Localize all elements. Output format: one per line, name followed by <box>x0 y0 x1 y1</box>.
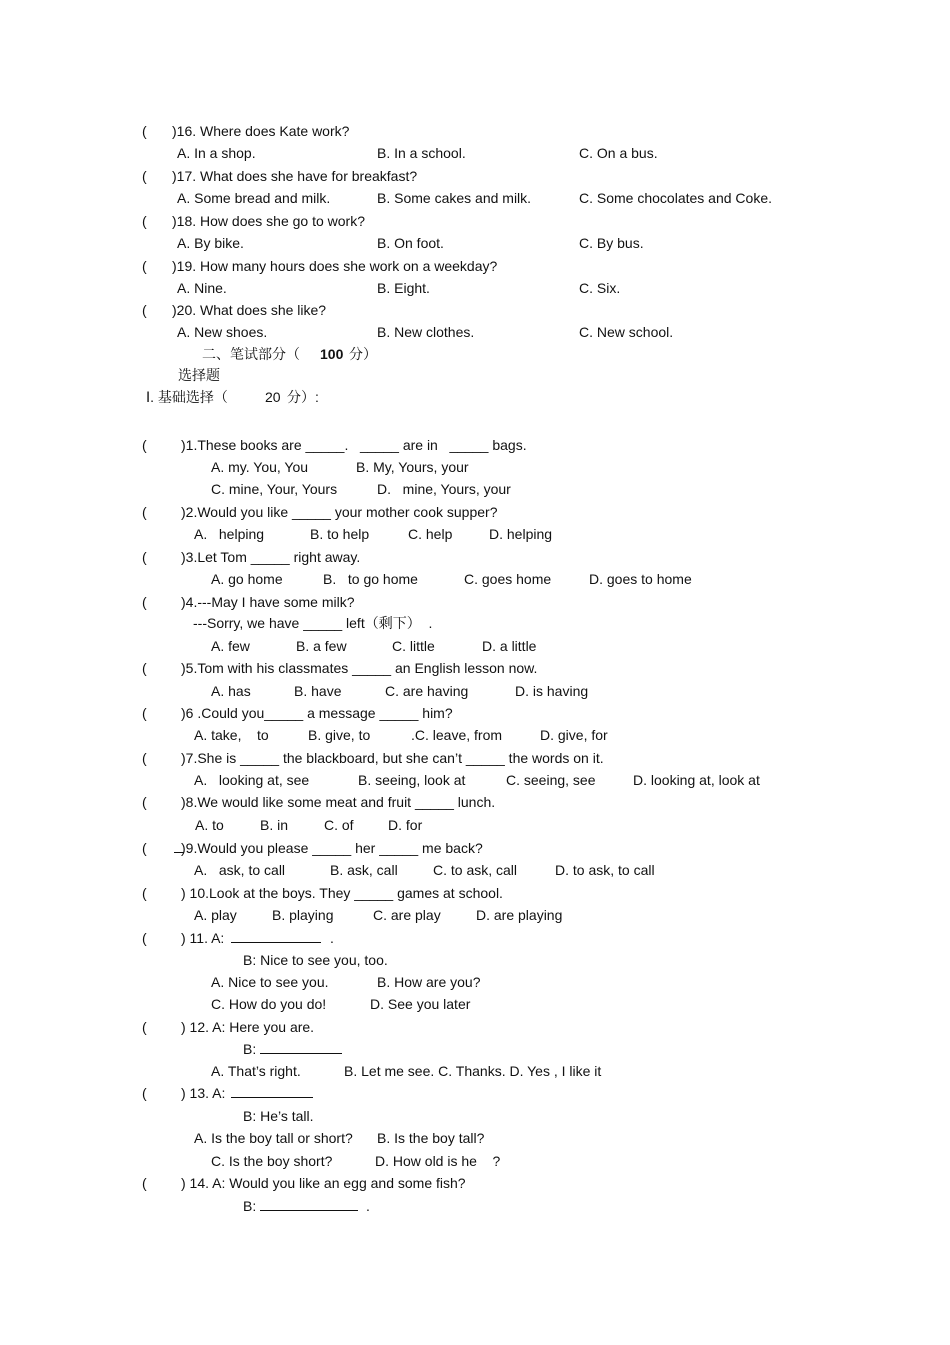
option-b: B. Some cakes and milk. <box>377 190 532 206</box>
option-a: A. That’s right. <box>211 1063 301 1079</box>
question-stem: )17. What does she have for breakfast? <box>172 168 418 184</box>
answer-paren: ( <box>142 1085 147 1101</box>
question-stem: )19. How many hours does she work on a weekday? <box>172 258 498 274</box>
question-stem: ) 13. A: <box>181 1085 226 1101</box>
option-c: C. mine, Your, Yours <box>211 481 338 497</box>
option-c: C. By bus. <box>579 235 644 251</box>
option-d: D. How old is he ? <box>375 1153 501 1169</box>
dialogue-reply: B: <box>243 1041 257 1057</box>
dialogue-reply: B: <box>243 1198 257 1214</box>
option-a: A. few <box>211 638 250 654</box>
option-a: A. Nine. <box>177 280 227 296</box>
dialogue-reply: B: Nice to see you, too. <box>243 952 388 968</box>
option-b: B. a few <box>296 638 347 654</box>
question-stem: )3.Let Tom _____ right away. <box>181 549 361 565</box>
answer-paren: ( <box>142 885 147 901</box>
option-d: D. mine, Yours, your <box>377 481 511 497</box>
option-b: B. seeing, look at <box>358 772 466 788</box>
part-score: 20 <box>265 389 281 405</box>
option-c: C. Six. <box>579 280 621 296</box>
option-b: B. ask, call <box>330 862 398 878</box>
question-stem: )20. What does she like? <box>172 302 327 318</box>
question-stem: ) 12. A: Here you are. <box>181 1019 315 1035</box>
stem-end: . <box>366 1198 370 1214</box>
option-c: C. help <box>408 526 453 542</box>
option-a: A. play <box>194 907 237 923</box>
option-d: D. for <box>388 817 423 833</box>
answer-paren: ( <box>142 549 147 565</box>
option-b: B. Let me see. C. Thanks. D. Yes , I like it <box>344 1063 602 1079</box>
section-score: 100 <box>320 346 344 362</box>
part-heading-end: 分）: <box>287 389 319 405</box>
option-c: C. On a bus. <box>579 145 658 161</box>
option-d: D. looking at, look at <box>633 772 760 788</box>
question-stem: )1.These books are _____. _____ are in _____ bags. <box>181 437 527 453</box>
question-stem: )6 .Could you_____ a message _____ him? <box>181 705 453 721</box>
option-a: A. Is the boy tall or short? <box>194 1130 353 1146</box>
option-d: D. give, for <box>540 727 608 743</box>
option-d: D. See you later <box>370 996 471 1012</box>
question-stem: )7.She is _____ the blackboard, but she can’t _____ the words on it. <box>181 750 604 766</box>
dialogue-reply: B: He’s tall. <box>243 1108 314 1124</box>
option-b: B. In a school. <box>377 145 466 161</box>
option-a: A. New shoes. <box>177 324 268 340</box>
answer-paren: ( <box>142 794 147 810</box>
option-a: A. go home <box>211 571 283 587</box>
answer-blank <box>260 1053 342 1054</box>
option-c: C. of <box>324 817 354 833</box>
answer-paren: ( <box>142 1175 147 1191</box>
question-stem: )9.Would you please _____ her _____ me back? <box>181 840 483 856</box>
option-c: C. Is the boy short? <box>211 1153 333 1169</box>
question-stem: ) 11. A: <box>181 930 225 946</box>
option-c: C. goes home <box>464 571 552 587</box>
option-a: A. helping <box>194 526 265 542</box>
answer-blank <box>231 942 321 943</box>
answer-paren: ( <box>142 705 147 721</box>
option-b: B. On foot. <box>377 235 444 251</box>
question-stem-2: ---Sorry, we have _____ left（剩下） . <box>193 615 433 631</box>
option-c: C. are play <box>373 907 441 923</box>
option-a: A. has <box>211 683 251 699</box>
option-c: C. little <box>392 638 435 654</box>
answer-blank <box>231 1097 313 1098</box>
option-d: D. to ask, to call <box>555 862 655 878</box>
stem-end: . <box>330 930 334 946</box>
answer-paren: ( <box>142 660 147 676</box>
question-stem: )18. How does she go to work? <box>172 213 365 229</box>
option-b: B. give, to <box>308 727 371 743</box>
section-subtitle: 选择题 <box>178 367 220 383</box>
answer-blank <box>260 1210 358 1211</box>
option-b: B. Is the boy tall? <box>377 1130 485 1146</box>
option-a: A. By bike. <box>177 235 244 251</box>
option-c: C. New school. <box>579 324 674 340</box>
answer-paren: ( <box>142 437 147 453</box>
option-a: A. to <box>195 817 224 833</box>
option-c: C. How do you do! <box>211 996 327 1012</box>
part-heading: Ⅰ. 基础选择（ <box>146 389 228 405</box>
option-d: D. is having <box>515 683 589 699</box>
answer-paren: ( <box>142 594 147 610</box>
question-stem: )2.Would you like _____ your mother cook supper? <box>181 504 498 520</box>
option-b: B. to help <box>310 526 370 542</box>
option-c: C. Some chocolates and Coke. <box>579 190 772 206</box>
section-title: 二、笔试部分（ <box>202 346 300 362</box>
option-a: A. take, to <box>194 727 269 743</box>
option-a: A. Some bread and milk. <box>177 190 331 206</box>
option-d: D. a little <box>482 638 537 654</box>
answer-paren: ( <box>142 213 147 229</box>
option-a: A. ask, to call <box>194 862 286 878</box>
option-b: B. to go home <box>323 571 418 587</box>
option-c: C. to ask, call <box>433 862 518 878</box>
answer-paren: ( <box>142 302 147 318</box>
question-stem: )8.We would like some meat and fruit _____ lunch. <box>181 794 496 810</box>
option-a: A. Nice to see you. <box>211 974 329 990</box>
option-a: A. my. You, You <box>211 459 309 475</box>
option-c: .C. leave, from <box>411 727 503 743</box>
option-b: B. New clothes. <box>377 324 475 340</box>
answer-paren: ( <box>142 930 147 946</box>
option-d: D. goes to home <box>589 571 692 587</box>
answer-paren: ( <box>142 123 147 139</box>
option-a: A. looking at, see <box>194 772 310 788</box>
option-c: C. seeing, see <box>506 772 596 788</box>
option-d: D. helping <box>489 526 553 542</box>
question-stem: )4.---May I have some milk? <box>181 594 355 610</box>
question-stem: )5.Tom with his classmates _____ an English lesson now. <box>181 660 538 676</box>
option-b: B. Eight. <box>377 280 430 296</box>
answer-paren: ( <box>142 168 147 184</box>
answer-paren: ( <box>142 1019 147 1035</box>
option-b: B. in <box>260 817 289 833</box>
option-d: D. are playing <box>476 907 563 923</box>
option-b: B. playing <box>272 907 334 923</box>
question-stem: )16. Where does Kate work? <box>172 123 350 139</box>
answer-paren: ( <box>142 750 147 766</box>
option-a: A. In a shop. <box>177 145 256 161</box>
option-b: B. My, Yours, your <box>356 459 469 475</box>
option-b: B. have <box>294 683 342 699</box>
option-c: C. are having <box>385 683 469 699</box>
answer-paren: ( <box>142 840 147 856</box>
section-title-end: 分） <box>349 346 377 362</box>
answer-paren: ( <box>142 258 147 274</box>
answer-paren: ( <box>142 504 147 520</box>
question-stem: ) 14. A: Would you like an egg and some fish? <box>181 1175 466 1191</box>
question-stem: ) 10.Look at the boys. They _____ games at school. <box>181 885 503 901</box>
option-b: B. How are you? <box>377 974 481 990</box>
